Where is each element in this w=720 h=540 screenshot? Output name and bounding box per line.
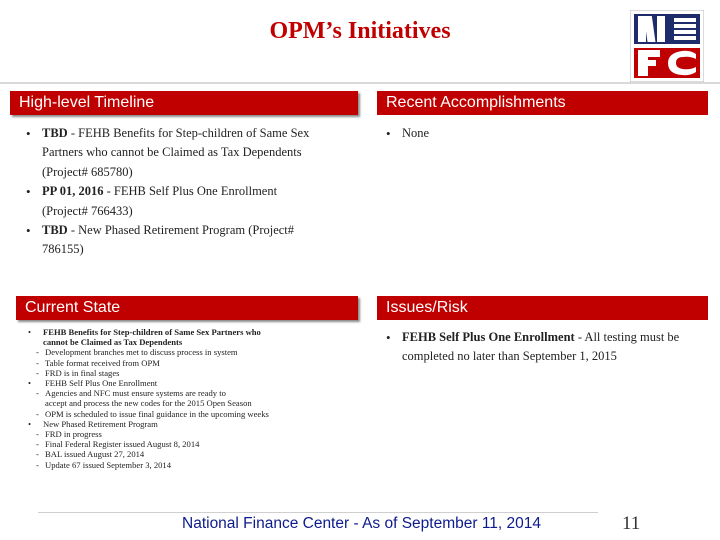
current-state-group-title: cannot be Claimed as Tax Dependents <box>43 337 183 348</box>
current-state-header: Current State <box>16 296 358 320</box>
current-state-item: - Table format received from OPM <box>36 357 160 368</box>
issue-item: • FEHB Self Plus One Enrollment - All testing must be completed no later than September 1, 2015 <box>384 328 684 367</box>
timeline-item: • PP 01, 2016 - FEHB Self Plus One Enrollment (Project# 766433) <box>24 182 324 221</box>
timeline-header: High-level Timeline <box>10 91 358 115</box>
nfc-logo-icon <box>630 10 704 82</box>
issues-list <box>384 328 684 367</box>
accomplishment-item: • None <box>384 124 684 143</box>
title-divider <box>0 82 720 84</box>
footer-divider <box>38 512 598 513</box>
current-state-group-title: • FEHB Benefits for Step-children of Same Sex Partners who <box>28 327 261 337</box>
timeline-item: • TBD - New Phased Retirement Program (Project# 786155) <box>24 221 324 260</box>
timeline-list <box>24 124 324 260</box>
accomplishments-list <box>384 124 684 143</box>
current-state-item: - Final Federal Register issued August 8, 2014 <box>36 439 200 450</box>
current-state-item: - OPM is scheduled to issue final guidance in the upcoming weeks <box>36 408 269 419</box>
current-state-item: - Agencies and NFC must ensure systems are ready to <box>36 388 226 399</box>
footer-text: National Finance Center - As of September 11, 2014 <box>182 515 542 532</box>
accomplishments-header: Recent Accomplishments <box>377 91 708 115</box>
current-state-item: accept and process the new codes for the 2015 Open Season <box>45 398 252 409</box>
current-state-list <box>28 327 318 470</box>
slide-title: OPM’s Initiatives <box>269 18 451 44</box>
page-number: 11 <box>622 513 641 534</box>
current-state-item: - Update 67 issued September 3, 2014 <box>36 459 172 470</box>
current-state-item: - FRD is in final stages <box>36 367 120 378</box>
current-state-group-title: • New Phased Retirement Program <box>28 418 158 429</box>
timeline-item: • TBD - FEHB Benefits for Step-children of Same Sex Partners who cannot be Claimed as Tax Dependents (Project# 685780) <box>24 124 324 182</box>
issues-header: Issues/Risk <box>377 296 708 320</box>
current-state-item: - Development branches met to discuss process in system <box>36 347 238 358</box>
current-state-group-title: • FEHB Self Plus One Enrollment <box>28 378 158 389</box>
current-state-item: - FRD in progress <box>36 429 102 440</box>
current-state-item: - BAL issued August 27, 2014 <box>36 449 145 460</box>
